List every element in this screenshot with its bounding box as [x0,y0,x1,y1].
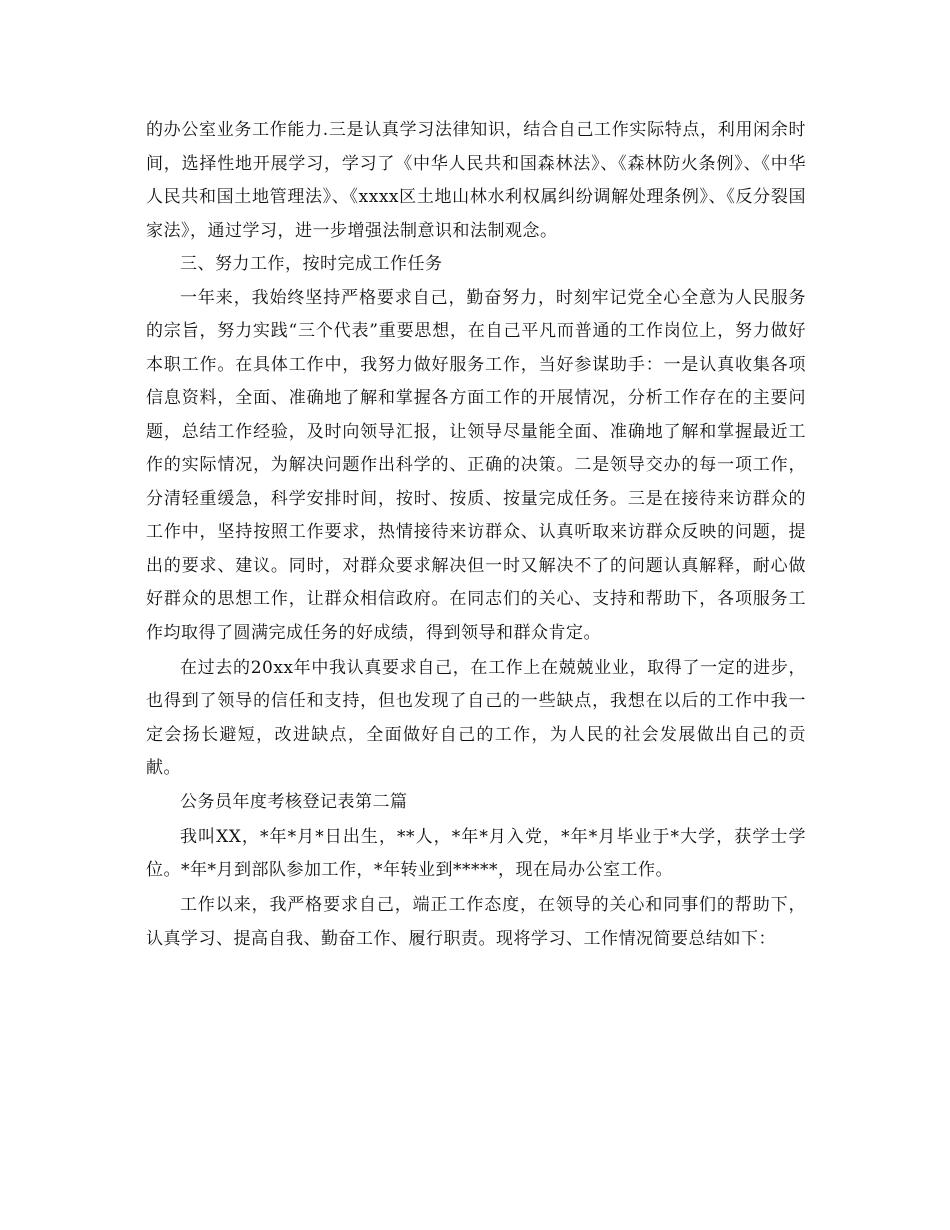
document-body [146,114,806,956]
paragraph-work-summary: 一年来，我始终坚持严格要求自己，勤奋努力，时刻牢记党全心全意为人民服务的宗旨，努力实践“三个代表”重要思想，在自己平凡而普通的工作岗位上，努力做好本职工作。在具体工作中，我努力做好服务工作，当好参谋助手：一是认真收集各项信息资料，全面、准确地了解和掌握各方面工作的开展情况，分析工作存在的主要问题，总结工作经验，及时向领导汇报，让领导尽量能全面、准确地了解和掌握最近工作的实际情况，为解决问题作出科学的、正确的决策。二是领导交办的每一项工作，分清轻重缓急，科学安排时间，按时、按质、按量完成任务。三是在接待来访群众的工作中，坚持按照工作要求，热情接待来访群众、认真听取来访群众反映的问题，提出的要求、建议。同时，对群众要求解决但一时又解决不了的问题认真解释，耐心做好群众的思想工作，让群众相信政府。在同志们的关心、支持和帮助下，各项服务工作均取得了圆满完成任务的好成绩，得到领导和群众肯定。 [146,287,806,643]
article-title: 公务员年度考核登记表第二篇 [180,791,408,812]
paragraph-overview: 工作以来，我严格要求自己，端正工作态度，在领导的关心和同事们的帮助下，认真学习、提高自我、勤奋工作、履行职责。现将学习、工作情况简要总结如下： [146,895,806,949]
paragraph-self-reflection: 在过去的20xx年中我认真要求自己，在工作上在兢兢业业，取得了一定的进步，也得到了领导的信任和支持，但也发现了自己的一些缺点，我想在以后的工作中我一定会扬长避短，改进缺点，全面做好自己的工作，为人民的社会发展做出自己的贡献。 [146,657,806,778]
paragraph-introduction: 我叫XX，*年*月*日出生，**人，*年*月入党，*年*月毕业于*大学，获学士学位。*年*月到部队参加工作，*年转业到*****，现在局办公室工作。 [146,826,806,880]
section-heading: 三、努力工作，按时完成工作任务 [180,254,443,274]
paragraph-continuation: 的办公室业务工作能力.三是认真学习法律知识，结合自己工作实际特点，利用闲余时间，选择性地开展学习，学习了《中华人民共和国森林法》、《森林防火条例》、《中华人民共和国土地管理法》、《xxxx区土地山林水利权属纠纷调解处理条例》、《反分裂国家法》，通过学习，进一步增强法制意识和法制观念。 [146,120,806,241]
